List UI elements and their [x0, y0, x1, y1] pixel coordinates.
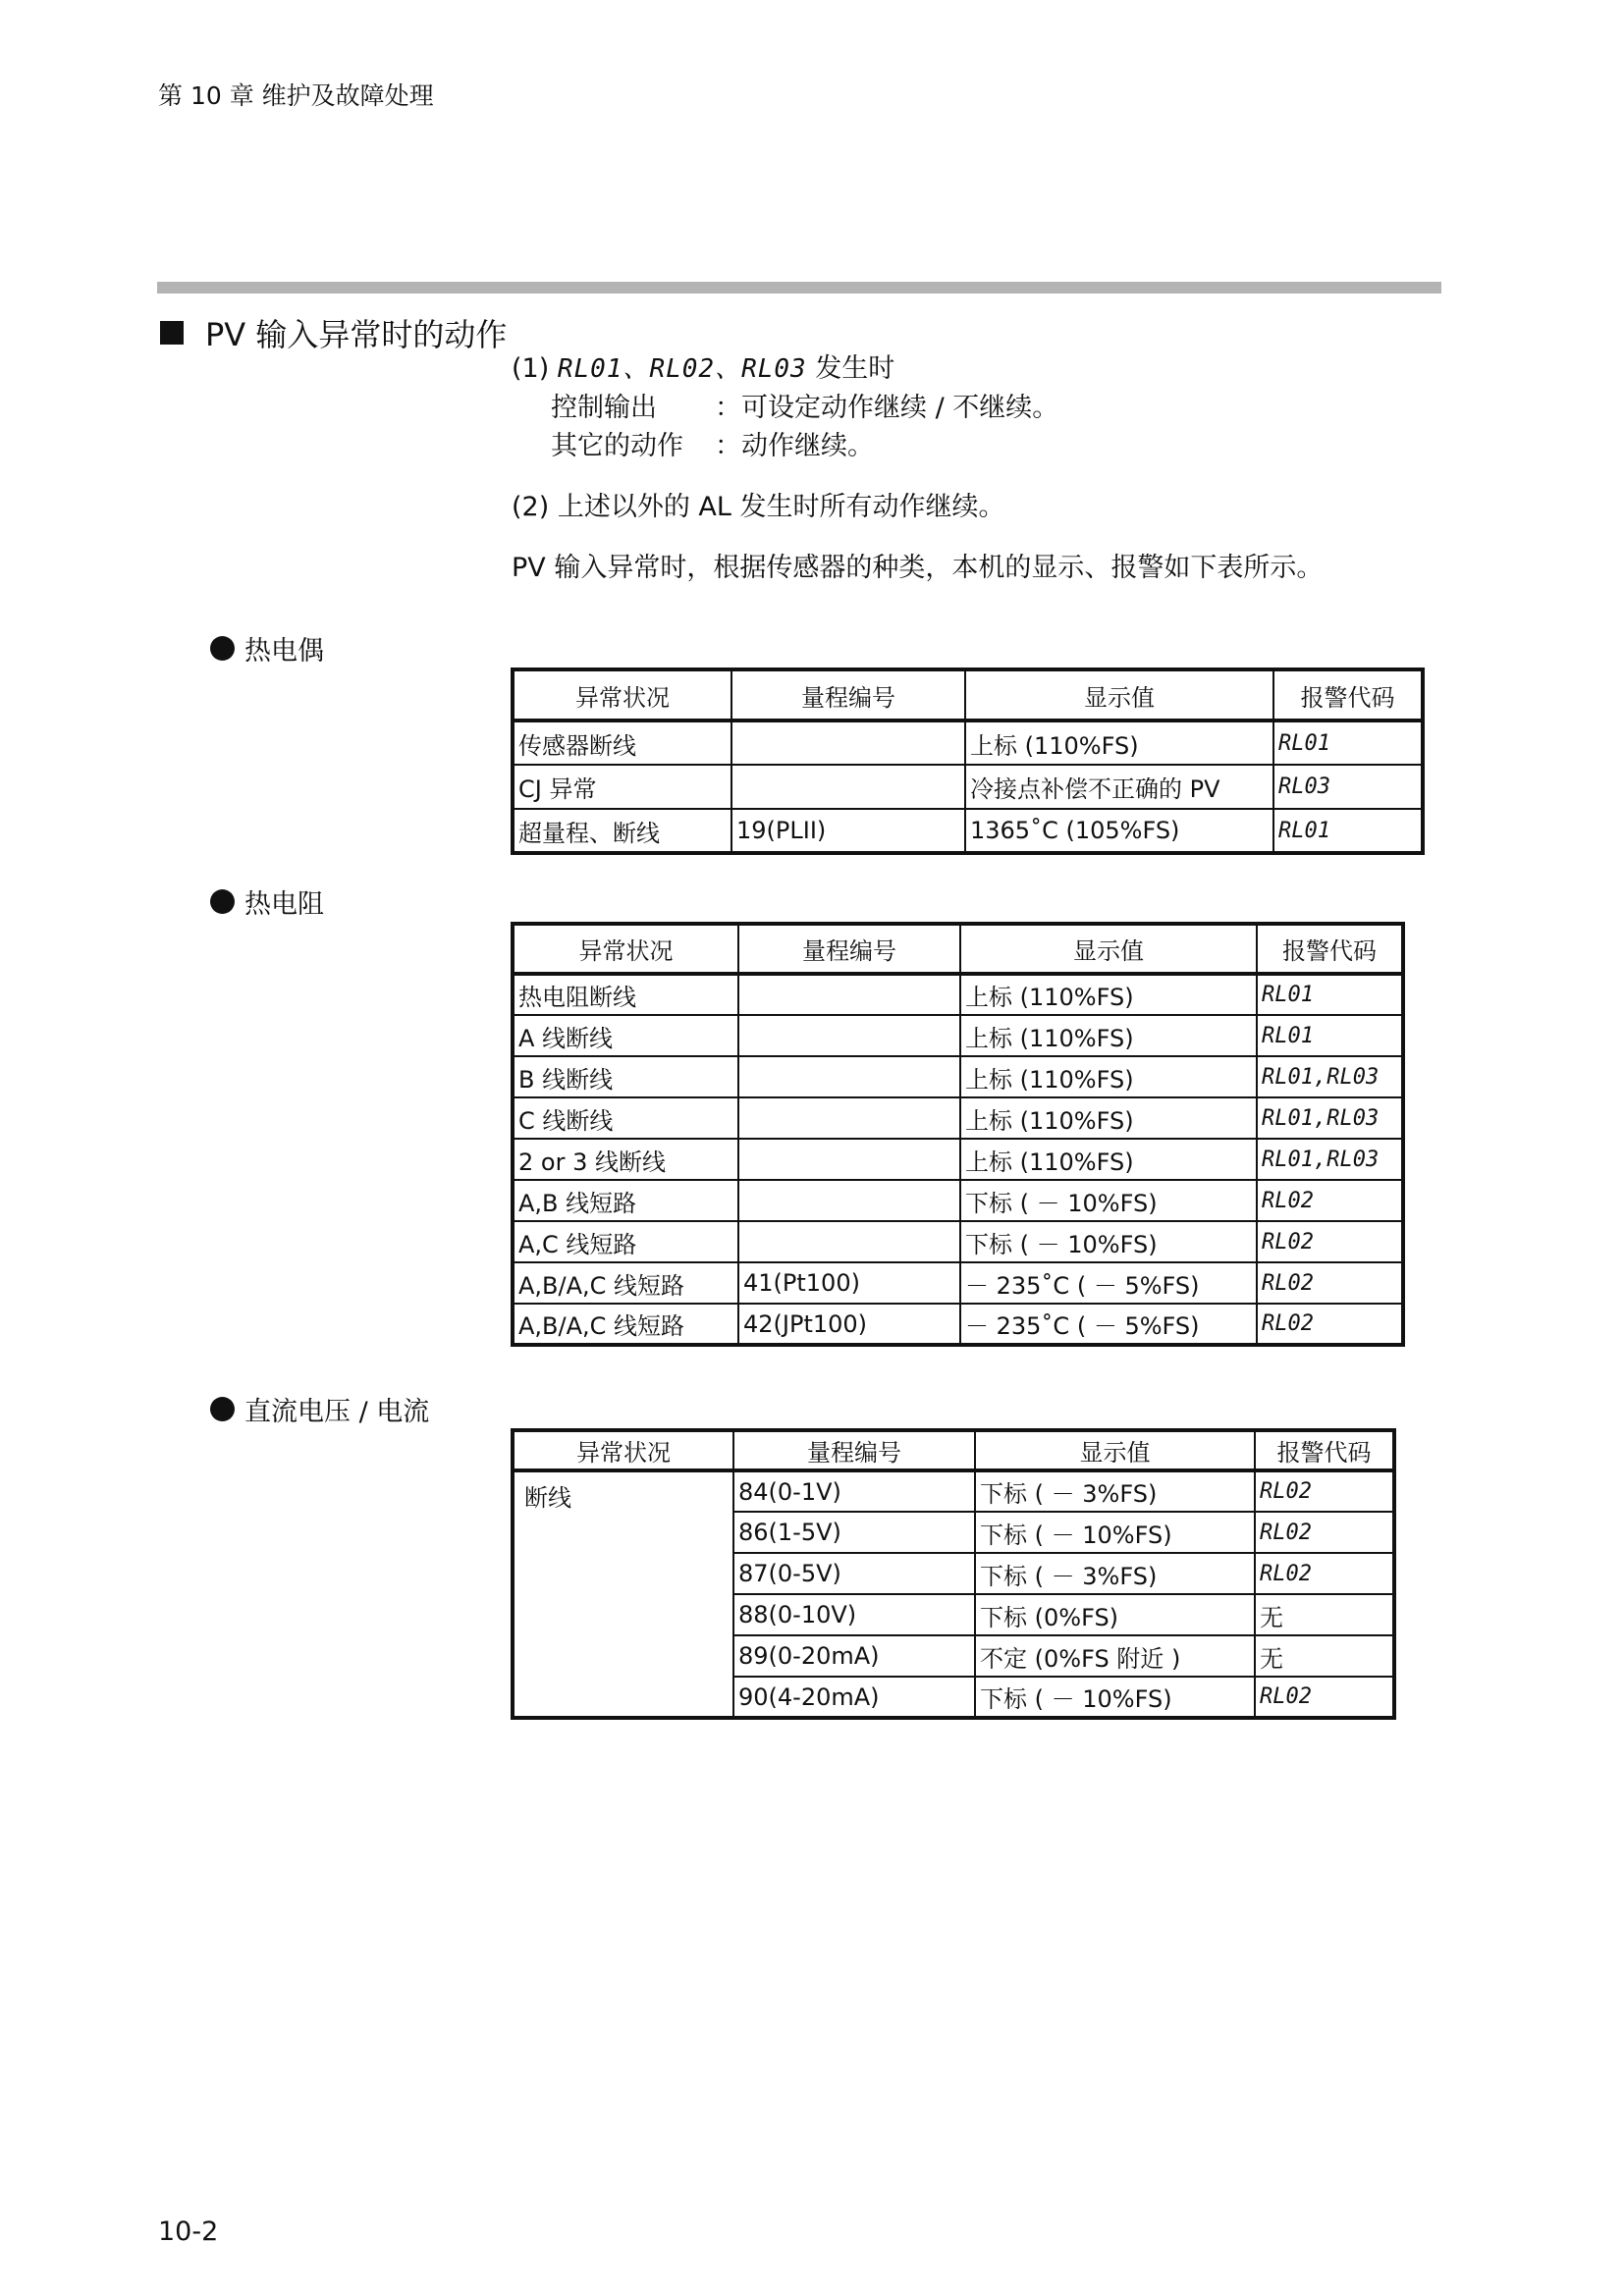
alarm-code: RL01	[1273, 721, 1423, 765]
table-cell: 无	[1255, 1594, 1394, 1635]
table-cell: － 235˚C ( － 5%FS)	[960, 1262, 1257, 1304]
table-cell	[738, 1221, 960, 1262]
alarm-code: RL01,RL03	[1257, 1139, 1403, 1180]
condition-cell: 断线	[513, 1470, 733, 1718]
table-cell: 上标 (110%FS)	[960, 1056, 1257, 1097]
column-header: 量程编号	[738, 924, 960, 974]
table-cell: 传感器断线	[513, 721, 731, 765]
table-cell: 上标 (110%FS)	[965, 721, 1273, 765]
table-cell: 无	[1255, 1635, 1394, 1677]
table-cell: 下标 ( － 10%FS)	[975, 1512, 1255, 1553]
column-header: 报警代码	[1273, 669, 1423, 721]
intro-text	[512, 349, 1323, 587]
table-row	[513, 1262, 1403, 1304]
table-cell: － 235˚C ( － 5%FS)	[960, 1304, 1257, 1345]
table-cell: 41(Pt100)	[738, 1262, 960, 1304]
table-cell: 下标 ( － 10%FS)	[975, 1677, 1255, 1718]
item-1-codes: RL01、RL02、RL03	[557, 354, 807, 384]
table-cell: 热电阻断线	[513, 974, 738, 1015]
table-cell: 下标 ( － 3%FS)	[975, 1553, 1255, 1594]
table-row	[513, 1097, 1403, 1139]
table-cell: C 线断线	[513, 1097, 738, 1139]
item-1	[512, 349, 1323, 389]
alarm-code: RL02	[1257, 1221, 1403, 1262]
alarm-code: RL02	[1257, 1262, 1403, 1304]
dc-table	[511, 1428, 1396, 1720]
column-header: 报警代码	[1257, 924, 1403, 974]
table-row	[513, 1470, 1394, 1512]
table-row	[513, 765, 1423, 809]
table-row	[513, 974, 1403, 1015]
table-cell: A,C 线短路	[513, 1221, 738, 1262]
table-row	[513, 1180, 1403, 1221]
table-cell: 84(0-1V)	[733, 1470, 975, 1512]
table-cell: 上标 (110%FS)	[960, 1139, 1257, 1180]
column-header: 异常状况	[513, 1430, 733, 1470]
control-output-key: 控制输出	[551, 393, 657, 423]
table-cell: 42(JPt100)	[738, 1304, 960, 1345]
alarm-code: RL01,RL03	[1257, 1097, 1403, 1139]
table-cell: 1365˚C (105%FS)	[965, 809, 1273, 853]
item-1-suffix: 发生时	[815, 353, 895, 384]
table-row	[513, 1304, 1403, 1345]
bullet-icon	[210, 1397, 235, 1421]
bullet-icon	[210, 636, 235, 661]
table-cell	[731, 765, 965, 809]
alarm-code: RL02	[1255, 1470, 1394, 1512]
bullet-icon	[210, 889, 235, 914]
item-2: (2) 上述以外的 AL 发生时所有动作继续。	[512, 492, 1005, 522]
table-cell: 上标 (110%FS)	[960, 1097, 1257, 1139]
other-action-value: ：动作继续。	[715, 431, 874, 461]
section-rule	[157, 282, 1441, 294]
table-row	[513, 809, 1423, 853]
table-cell: 上标 (110%FS)	[960, 1015, 1257, 1056]
column-header: 显示值	[960, 924, 1257, 974]
table-cell: A,B/A,C 线短路	[513, 1304, 738, 1345]
control-output-line	[512, 389, 1323, 427]
thermocouple-table	[511, 667, 1425, 855]
alarm-code: RL01	[1273, 809, 1423, 853]
alarm-code: RL02	[1255, 1553, 1394, 1594]
table-cell: 下标 ( － 10%FS)	[960, 1221, 1257, 1262]
table-cell: 89(0-20mA)	[733, 1635, 975, 1677]
other-action-key: 其它的动作	[551, 431, 683, 461]
table-cell: 87(0-5V)	[733, 1553, 975, 1594]
alarm-code: RL03	[1273, 765, 1423, 809]
subsection-thermocouple	[210, 629, 324, 667]
column-header: 异常状况	[513, 924, 738, 974]
subsection-rtd	[210, 882, 324, 921]
alarm-code: RL02	[1255, 1677, 1394, 1718]
subsection-dc	[210, 1390, 429, 1428]
column-header: 量程编号	[733, 1430, 975, 1470]
alarm-code: RL02	[1255, 1512, 1394, 1553]
table-row	[513, 1015, 1403, 1056]
column-header: 异常状况	[513, 669, 731, 721]
column-header: 报警代码	[1255, 1430, 1394, 1470]
table-cell	[738, 1139, 960, 1180]
subsection-title: 热电偶	[244, 636, 324, 667]
table-cell: 上标 (110%FS)	[960, 974, 1257, 1015]
section-title-text: PV 输入异常时的动作	[205, 316, 508, 353]
table-cell: A,B 线短路	[513, 1180, 738, 1221]
table-cell	[738, 974, 960, 1015]
table-cell: B 线断线	[513, 1056, 738, 1097]
table-cell: 冷接点补偿不正确的 PV	[965, 765, 1273, 809]
table-cell: A 线断线	[513, 1015, 738, 1056]
table-cell: 19(PLII)	[731, 809, 965, 853]
column-header: 量程编号	[731, 669, 965, 721]
subsection-title: 直流电压 / 电流	[244, 1397, 430, 1427]
table-cell: A,B/A,C 线短路	[513, 1262, 738, 1304]
table-cell: 下标 ( － 3%FS)	[975, 1470, 1255, 1512]
chapter-header: 第 10 章 维护及故障处理	[158, 81, 434, 110]
summary-text: PV 输入异常时，根据传感器的种类，本机的显示、报警如下表所示。	[512, 553, 1324, 583]
rtd-table	[511, 922, 1405, 1347]
page-number: 10-2	[158, 2216, 219, 2247]
other-action-line	[512, 427, 1323, 465]
alarm-code: RL01,RL03	[1257, 1056, 1403, 1097]
control-output-value: ：可设定动作继续 / 不继续。	[715, 393, 1059, 423]
square-bullet-icon	[160, 321, 184, 345]
table-cell: 下标 (0%FS)	[975, 1594, 1255, 1635]
table-cell: 不定 (0%FS 附近 )	[975, 1635, 1255, 1677]
table-row	[513, 1056, 1403, 1097]
table-row	[513, 1139, 1403, 1180]
table-cell: CJ 异常	[513, 765, 731, 809]
alarm-code: RL01	[1257, 1015, 1403, 1056]
table-cell	[738, 1056, 960, 1097]
alarm-code: RL02	[1257, 1304, 1403, 1345]
section-title	[160, 310, 507, 355]
table-cell: 90(4-20mA)	[733, 1677, 975, 1718]
subsection-title: 热电阻	[244, 889, 324, 920]
table-row	[513, 721, 1423, 765]
column-header: 显示值	[965, 669, 1273, 721]
table-cell: 86(1-5V)	[733, 1512, 975, 1553]
table-cell: 2 or 3 线断线	[513, 1139, 738, 1180]
table-cell	[731, 721, 965, 765]
table-cell: 下标 ( － 10%FS)	[960, 1180, 1257, 1221]
table-cell	[738, 1015, 960, 1056]
column-header: 显示值	[975, 1430, 1255, 1470]
table-cell: 超量程、断线	[513, 809, 731, 853]
alarm-code: RL01	[1257, 974, 1403, 1015]
table-row	[513, 1221, 1403, 1262]
table-cell	[738, 1180, 960, 1221]
table-cell: 88(0-10V)	[733, 1594, 975, 1635]
item-1-prefix: (1)	[512, 353, 550, 384]
table-cell	[738, 1097, 960, 1139]
alarm-code: RL02	[1257, 1180, 1403, 1221]
